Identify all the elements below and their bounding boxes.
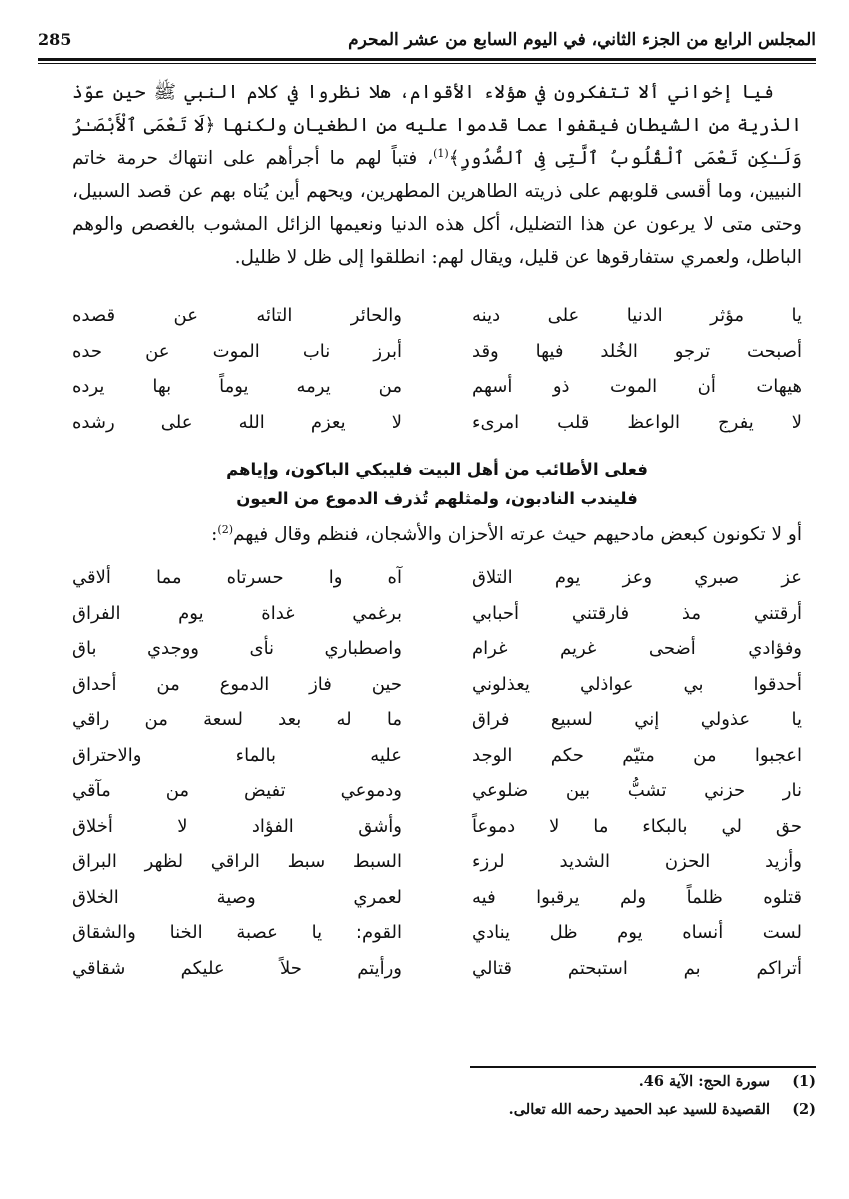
hemistich-second: القوم: يا عصبة الخنا والشقاق (72, 922, 402, 944)
hemistich-second: السبط سبط الراقي لظهر البراق (72, 851, 402, 873)
centered-lines (72, 455, 802, 513)
hemistich-first: وفؤادي أضحى غريم غرام (472, 638, 802, 660)
poem-2 (72, 560, 802, 986)
hemistich-first: أصبحت ترجو الخُلد فيها وقد (472, 340, 802, 362)
paragraph-text: أو لا تكونون كبعض مادحيهم حيث عرته الأحزان والأشجان، فنظم وقال فيهم (232, 524, 802, 545)
verse (72, 631, 802, 667)
footnote-2 (400, 1096, 816, 1124)
hemistich-first: لست أنساه يوم ظل ينادي (472, 922, 802, 944)
hemistich-second: واصطباري نأى ووجدي باق (72, 638, 402, 660)
verse (72, 809, 802, 845)
centered-line: فعلى الأطائب من أهل البيت فليبكي الباكون، وإياهم (226, 460, 648, 479)
quran-quote: ﴿لَا تَعْمَى ٱلْأَبْصَـٰرُ وَلَـٰكِن تَعْمَى ٱلْقُلُوبُ ٱلَّتِى فِى ٱلصُّدُورِ﴾ (72, 115, 802, 169)
hemistich-first: أتراكم بم استبحتم قتالي (472, 957, 802, 979)
hemistich-second: لعمري وصية الخلاق (72, 886, 402, 908)
hemistich-first: يا مؤثر الدنيا على دينه (472, 305, 802, 327)
verse (72, 702, 802, 738)
centered-line: فليندب النادبون، ولمثلهم تُذرف الدموع من العيون (236, 489, 638, 508)
poem-1 (72, 298, 802, 440)
hemistich-first: هيهات أن الموت ذو أسهم (472, 376, 802, 398)
hemistich-first: يا عذولي إني لسبيع فراق (472, 709, 802, 731)
hemistich-second: ورأيتم حلاً عليكم شقاقي (72, 957, 402, 979)
hemistich-first: وأزيد الحزن الشديد لرزء (472, 851, 802, 873)
footnote-text: سورة الحج: الآية 46. (638, 1073, 770, 1090)
header-rule-thin (38, 63, 816, 64)
verse (72, 915, 802, 951)
hemistich-second: ودموعي تفيض من مآقي (72, 780, 402, 802)
hemistich-second: أبرز ناب الموت عن حده (72, 340, 402, 362)
footnote-ref-2[interactable]: (2) (217, 522, 233, 536)
footnote-number: (2) (792, 1101, 816, 1118)
hemistich-first: اعجبوا من متيّم حكم الوجد (472, 744, 802, 766)
hemistich-first: أرقتني مذ فارقتني أحبابي (472, 602, 802, 624)
footnote-number: (1) (792, 1073, 816, 1090)
verse (72, 596, 802, 632)
hemistich-first: نار حزني تشبُّ بين ضلوعي (472, 780, 802, 802)
verse (72, 951, 802, 987)
page-number: 285 (38, 30, 72, 49)
footnotes (400, 1068, 816, 1124)
hemistich-first: عز صبري وعز يوم التلاق (472, 567, 802, 589)
verse (72, 334, 802, 370)
paragraph-text: الذرية من الشيطان فيقفوا عما قدموا عليه من الطغيان ولكنها (221, 115, 802, 136)
footnote-1 (400, 1068, 816, 1096)
verse (72, 298, 802, 334)
header-rule (38, 58, 816, 61)
hemistich-first: قتلوه ظلماً ولم يرقبوا فيه (472, 886, 802, 908)
verse (72, 738, 802, 774)
hemistich-second: برغمي غداة يوم الفراق (72, 602, 402, 624)
verse (72, 880, 802, 916)
verse (72, 405, 802, 441)
hemistich-first: أحدقوا بي عواذلي يعذلوني (472, 673, 802, 695)
footnote-ref-1[interactable]: (1) (433, 146, 449, 160)
opening-paragraph (72, 76, 802, 274)
hemistich-second: ما له بعد لسعة من راقي (72, 709, 402, 731)
footnote-text: القصيدة للسيد عبد الحميد رحمه الله تعالى. (508, 1101, 770, 1118)
chapter-title: المجلس الرابع من الجزء الثاني، في اليوم السابع من عشر المحرم (348, 30, 816, 50)
verse (72, 667, 802, 703)
hemistich-second: من يرمه يوماً بها يرده (72, 376, 402, 398)
hemistich-second: حين فاز الدموع من أحداق (72, 673, 402, 695)
hemistich-second: والحائر التائه عن قصده (72, 305, 402, 327)
colon: : (211, 524, 218, 545)
verse (72, 560, 802, 596)
transition-paragraph (72, 518, 802, 551)
running-header (38, 22, 816, 62)
hemistich-first: حق لي بالبكاء ما لا دموعاً (472, 815, 802, 837)
verse (72, 773, 802, 809)
hemistich-second: لا يعزم الله على رشده (72, 411, 402, 433)
hemistich-second: آه وا حسرتاه مما ألاقي (72, 567, 402, 589)
paragraph-text: فيا إخواني ألا تتفكرون في هؤلاء الأقوام، هلا نظروا في كلام النبي ﷺ حين عوّذ (72, 82, 774, 103)
hemistich-second: عليه بالماء والاحتراق (72, 744, 402, 766)
paragraph-text: ، فتباً لهم ما أجرأهم على انتهاك حرمة خاتم النبيين، وما أقسى قلوبهم على ذريته الطاهرين المطهرين، ويحهم أين يُتاه بهم عن قصد السبيل، وحتى متى لا يرعون عن هذا التضليل، أكل هذه الدنيا ونعيمها الزائل المشوب بالغصص والوهم الباطل، ولعمري ستفارقوها عن قليل، ويقال لهم: انطلقوا إلى ظل لا ظليل. (72, 148, 802, 268)
verse (72, 844, 802, 880)
hemistich-first: لا يفرج الواعظ قلب امرىء (472, 411, 802, 433)
verse (72, 369, 802, 405)
hemistich-second: وأشق الفؤاد لا أخلاق (72, 815, 402, 837)
